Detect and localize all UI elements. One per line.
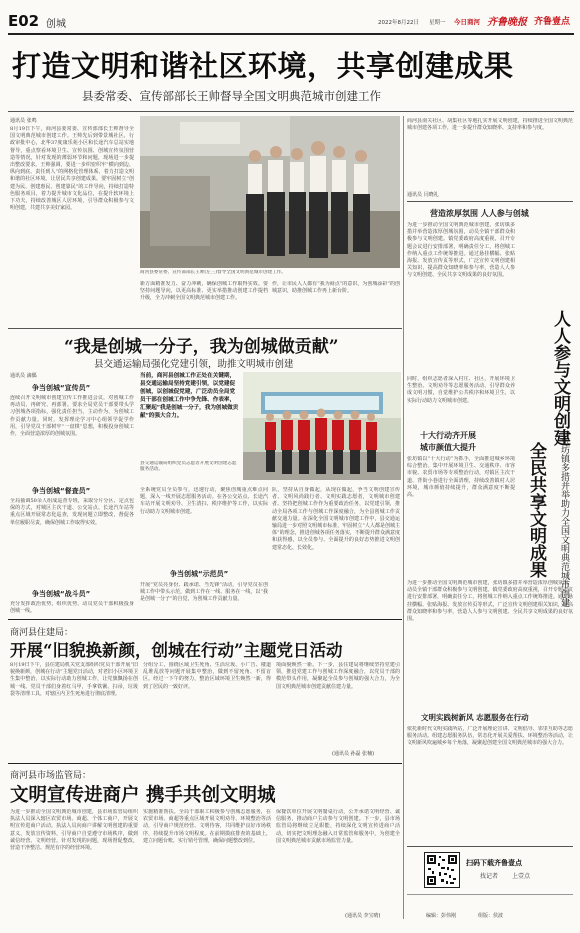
right-banner-title: 营造浓厚氛围 人人参与创城 bbox=[430, 209, 529, 218]
lead-body-3: 新方面精准发力、奋力冲刺，确保创城工作取得实效。要坚持问题导向，以更高标准、更实举措推动创建工作提档升级，全力冲刺全国文明典范城市创建工作。 bbox=[140, 281, 268, 302]
story2-body-right-2: 在深化全国文明城市创建工作中，县交通运输局进一步对照文明城市标准，牢固树立“人人都是创城主体”的理念，推进创城各项任务落实，不断提升群众满意度和获得感，以全员参与、全面提升的良好态势推进文明创建常态化、长效化。 bbox=[272, 515, 400, 551]
story4-top-rule bbox=[8, 763, 402, 764]
lead-body-2: 让居民共享创建成果。要牢固树立“创建为民、创建惠民、创建靠民”的工作导向，持续打造特色服务项目，着力提升城市文化品位，在提升软环境上下功夫，持续改善城区人居环境，引导群众积极参与文明创建，共建共享美好家园。 bbox=[10, 176, 134, 212]
story4-body-2: 实施精准帮扶。全局干部职工积极参与创城志愿服务，在农贸市场、商超等重点区域开展文明劝导、环境整治等活动，引导商户规范经营、文明待客，共同维护良好市场秩序，持续提升市场文明程度。在前期摸底排查的基础上，建立问题台账，实行销号管理，确保问题整改到位。 bbox=[143, 809, 271, 844]
lead-photo-image bbox=[140, 116, 400, 268]
story4-headline: 文明宣传进商户 携手共创文明城 bbox=[10, 785, 276, 806]
issue-weekday: 星期一 bbox=[429, 20, 446, 26]
story2-sec3-title: 争当创城“战斗员” bbox=[32, 590, 91, 598]
story3-body-2: 分组分工，围绕区域卫生死角、生活垃圾、小广告、楼道乱堆乱放等问题开展集中整治，做到不留死角、不留盲区。经过一下午的努力，整治区域环境卫生焕然一新，得到了居民的一致好评。 bbox=[143, 662, 271, 690]
story2-photo-image bbox=[243, 372, 401, 480]
story2-byline: 通讯员 滴偶 bbox=[10, 373, 37, 379]
page-number: E02 bbox=[8, 12, 40, 30]
story2-quote: 当前，商河县创城工作正处在关键期，县交通运输局坚持党建引领，以党建促创城，以创城促党建，广泛动员全局党员干部在创城工作中争先锋、作表率，汇聚起“我是创城一分子，我为创城做贡献”的强大合力。 bbox=[140, 373, 239, 419]
right-vertical-title-2: 全民共享文明成果 bbox=[526, 442, 546, 578]
brand-qilu-yidian: 齐鲁壹点 bbox=[534, 17, 571, 27]
story2-body-right bbox=[272, 487, 400, 617]
edition-name: 今日商河 bbox=[454, 18, 480, 26]
story2-sec4-title: 争当创城“示范员” bbox=[170, 570, 229, 578]
story2-photo-caption: 县交通运输局组织党员志愿者开展文明创建志愿服务活动。 bbox=[140, 461, 237, 473]
right-body-2: 同时，组织志愿者深入村庄、社区，开展环境卫生整治、文明劝导等志愿服务活动，引导群众养成文明习惯，自觉维护公共秩序和环境卫生，以实际行动助力文明城市创建。 bbox=[407, 376, 515, 404]
story3-byline: (通讯员 孙磊 张楠) bbox=[332, 751, 375, 757]
story3-body-1: 8月19日下午，县住建局机关党支部组织党员干部开展“旧貌换新颜，创城在行动”主题党日活动，对老旧小区环境卫生集中整治，以实际行动助力创城工作，让党旗飘扬在创城一线。党员干部们身着红马甲，手拿铁锹、扫帚，垃圾袋等清理工具，对辖区内卫生死角进行彻底清理。 bbox=[10, 662, 138, 697]
story3-kicker: 商河县住建局： bbox=[10, 628, 74, 638]
lead-body-1: 8月19日下午，商河县委常委、宣传部部长王帅督导全国文明典范城市创建工作。王帅先后到带景城社区，行政审批中心，北华37度康乐苑小区和长途汽车总站实地督导，重点察看环境卫生、宣传氛围、创城宣传氛围营造等情况，针对发现的薄弱环节和问题，现场进一步提出整改要求。王帅强调，要进一步织密织牢“横向到边、纵向到底、责任到人”的网格化管理体系，着力打造文明和谐的社区环境。 bbox=[10, 126, 134, 183]
right-sec2-title: 文明实践树新风 志愿服务在行动 bbox=[421, 713, 529, 722]
story4-body-3: 保餐饮单位开展文明餐桌行动，公开承诺文明经营、诚信服务，推动商户主动参与文明创建。下一步，县市场监管局将继续立足职能，持续深化文明宣传进商户活动，切实把文明理念融入日常监管和服务中，为创建全国文明典范城市贡献市场监管力量。 bbox=[276, 809, 400, 844]
lead-byline-right: 通讯员 闫晓礼 bbox=[407, 192, 439, 198]
right-body-1: 为进一步推动全国文明典范城市创建，张坊镇多措并举营造浓厚创城氛围，动员全镇干部群众积极参与文明创建。镇党委政府高度重视，召开专题会议进行安排部署，明确责任分工，将创城工作纳入重点工作统筹推进。通过悬挂横幅、张贴海报、发放宣传页等形式，广泛宣传文明创建相关知识，提高群众知晓率和参与率，营造人人参与文明创建、全民共享文明成果的良好氛围。 bbox=[407, 222, 515, 279]
lead-byline: 通讯员 张鸣 bbox=[10, 118, 37, 124]
lead-headline: 打造文明和谐社区环境，共享创建成果 bbox=[12, 49, 514, 83]
lead-rule bbox=[8, 111, 574, 112]
lead-photo bbox=[140, 116, 400, 268]
story2-sec4-body: 开展“党员亮身份、践承诺、当先锋”活动，引导党员在创城工作中带头示范，做到工作在一线、服务在一线，以“我是创城一分子”的自觉，为创城工作贡献力量。 bbox=[140, 582, 268, 603]
layout-credit: 组版：侯波 bbox=[478, 913, 504, 919]
qr-sub-1: 找记者 bbox=[480, 873, 499, 880]
lead-subhead: 县委常委、宣传部部长王帅督导全国文明典范城市创建工作 bbox=[82, 89, 381, 103]
story2-sec2-body: 全局抽调50余人组成巡查专班，采取分片分区、定点包保的方式，对城区主次干道、公交站点、长途汽车站等重点区域开展常态化巡查，发现问题立即整改，督促各单位履职尽责，确保创城工作取得实效。 bbox=[10, 498, 134, 526]
section-name: 创城 bbox=[46, 19, 66, 30]
right-sec1-body: 张坊镇以“十大行动”为抓手，全面推进城乡环境综合整治。集中开展环境卫生、交通秩序、市容市貌、农贸市场等专项整治行动，对镇区主次干道、背街小巷进行全面清理，持续改善镇村人居环境，城市颜值持续提升，群众满意度不断提高。 bbox=[407, 456, 515, 499]
story2-body-right-1: 队，坚持从自身做起，从现在做起，争当文明创建宣传者、文明风尚践行者、文明实践志愿者，文明城市创建者。坚持把创城工作作为重要政治任务，以党建引领，推动全局各项工作与创城工作深度融合，为全县创城工作贡献交通力量。 bbox=[272, 487, 400, 522]
lead-body-col1 bbox=[10, 126, 134, 287]
story3-body-3: 境面貌焕然一新。下一步，县住建局将继续坚持党建引领，推进党建工作与创城工作深度融合，以党员干部的模范带头作用，凝聚起全员参与创城的强大合力，为全国文明典范城市创建贡献住建力量。 bbox=[276, 662, 400, 690]
right-vertical-subtitle: 张坊镇多措并举助力全国文明典范城市创建 bbox=[559, 436, 569, 607]
story2-photo bbox=[243, 372, 401, 480]
story4-body-1: 为进一步推动全国文明典范城市创建，县市场监管局组织执法人员深入辖区农贸市场、商超、个体工商户，开展文明宣传进商户活动。执法人员向商户讲解文明创建的重要意义，发放宣传资料，引导商户自觉遵守市场秩序，做到诚信经营、文明经营。针对发现的问题，现场督促整改，营造干净整洁、规范有序的经营环境。 bbox=[10, 809, 138, 852]
issue-date: 2022年8月22日 bbox=[378, 20, 419, 26]
right-sec1-body-wide: 为进一步推动全国文明典范城市创建，张坊镇多措并举营造浓厚创城氛围，动员全镇干部群众积极参与文明创建。镇党委政府高度重视，召开专题会议进行安排部署，明确责任分工，将创城工作纳入重点工作统筹推进。通过悬挂横幅、张贴海报、发放宣传页等形式，广泛宣传文明创建相关知识，提高群众知晓率和参与率，营造人人参与文明创建、全民共享文明成果的良好氛围。 bbox=[407, 580, 573, 623]
right-sec2-body: 依托新时代文明实践所站，广泛开展理论宣讲、文明倡导、邻里互助等志愿服务活动。组建志愿服务队伍，常态化开展关爱帮扶、环境整治等活动，让文明新风吹遍城乡每个角落，凝聚起创建全国文明典范城市的强大合力。 bbox=[407, 726, 573, 747]
story2-top-rule bbox=[8, 328, 402, 329]
right-sec1-title: 十大行动齐开展 bbox=[420, 431, 476, 440]
right-vertical-title-1: 人人参与文明创建 bbox=[550, 310, 570, 446]
lead-photo-caption: 商河县委常委、宣传部部长王帅(左三)督导全国文明典范城市创建工作。 bbox=[140, 270, 286, 275]
right-top-rule bbox=[407, 201, 573, 202]
qr-top-rule bbox=[407, 846, 573, 847]
editor-credit: 编辑：彭伟刚 bbox=[426, 913, 457, 919]
story2-sec1-title: 争当创城“宣传员” bbox=[32, 384, 91, 392]
credit-rule bbox=[407, 894, 573, 895]
qr-code-icon bbox=[425, 853, 459, 887]
brand-qilu-evening: 齐鲁晚报 bbox=[487, 17, 527, 28]
qr-label: 扫码下载齐鲁壹点 bbox=[466, 859, 522, 867]
story2-sec3-body: 充分发挥政治优势，组织优势，动员党员干部积极投身创城一线。 bbox=[10, 601, 134, 615]
page-header bbox=[8, 6, 574, 36]
qr-sub-2: 上壹点 bbox=[512, 873, 531, 880]
lead-body-4: 作，让市民人人都有“我为商点”的意识，为创城添彩”的创城意识，助推创城工作再上新台阶。 bbox=[272, 281, 400, 295]
header-rule bbox=[8, 33, 574, 35]
story3-headline: 开展“旧貌换新颜，创城在行动”主题党日活动 bbox=[10, 641, 343, 660]
story2-body-mid: 全系统党员全员参与，迅速行动，聚焦创城重点难点问题，深入一线开展志愿服务活动。在各公交站点、长途汽车站开展文明劝导、卫生清扫、秩序维护等工作，以实际行动助力文明城市创建。 bbox=[140, 487, 268, 515]
right-sec1-title-b: 城市颜值大提升 bbox=[420, 443, 476, 452]
story4-byline: (通讯员 李宝晴) bbox=[345, 913, 381, 919]
story3-top-rule bbox=[8, 619, 402, 620]
story2-subhead: 县交通运输局强化党建引领，助推文明城市创建 bbox=[94, 359, 294, 370]
story2-sec2-title: 争当创城“督查员” bbox=[32, 487, 91, 495]
qr-code[interactable] bbox=[424, 852, 460, 888]
story2-headline: “我是创城一分子，我为创城做贡献” bbox=[64, 337, 339, 357]
lead-body-right: 商河县南关社区、胡集社区等地扎实开展文明创建，持续推进全国文明典范城市创建各项工作，进一步提升群众知晓率、支持率和参与度。 bbox=[407, 118, 573, 132]
story2-sec1-body: 连续召开文明城市创建宣传工作推进会议，对创城工作再动员、再研究、再部署。要求全局党员干部要带头学习创城各项指标，强化责任担当，主动作为，为创城工作贡献力量。同时，发挥理论学习中心组领学促学作用，引导党员干部树牢“一盘棋”思想，积极投身创城工作，全面营造浓厚的创城氛围。 bbox=[10, 395, 134, 438]
right-col-divider bbox=[403, 204, 404, 919]
story4-kicker: 商河县市场监管局： bbox=[10, 771, 92, 781]
